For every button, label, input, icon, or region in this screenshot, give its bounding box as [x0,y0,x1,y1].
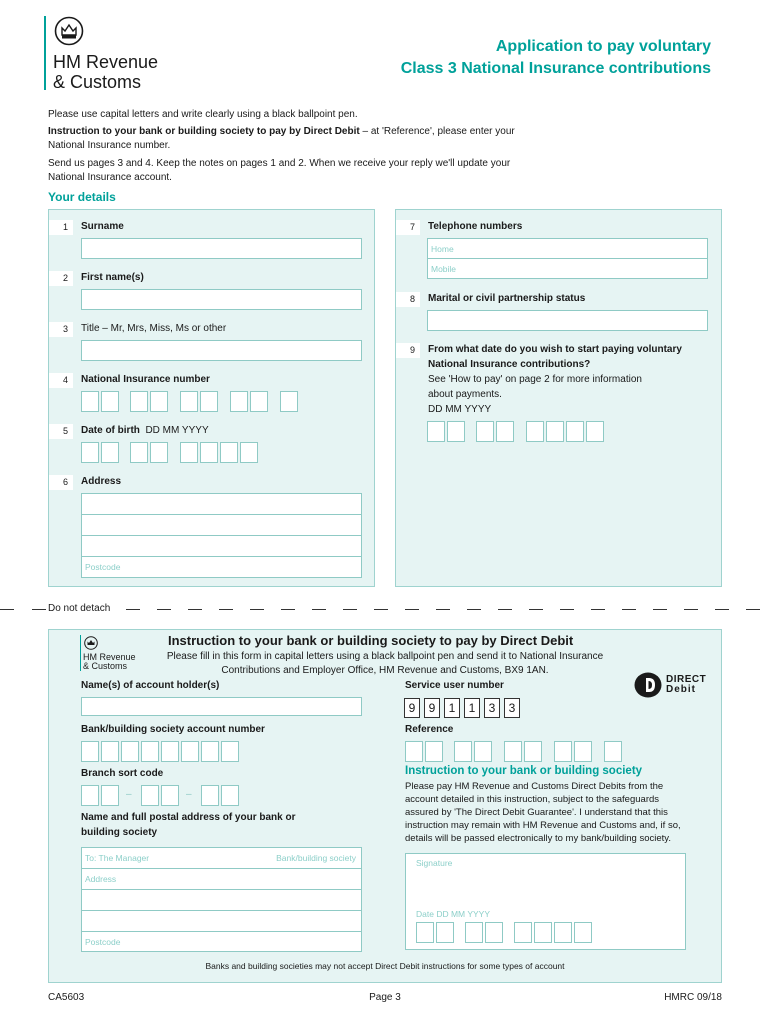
bank-address-line-2[interactable] [81,889,362,911]
logo-org-line1: HM Revenue [53,52,159,72]
first-names-input[interactable] [81,289,362,310]
address-line-1[interactable] [81,493,362,515]
reference-box-8[interactable] [574,741,592,762]
instruction-line-4: instruction may remain with HM Revenue and Customs and, if so, [405,820,681,831]
signature-date-placeholder: Date DD MM YYYY [416,909,491,919]
start-date-note-line1: See 'How to pay' on page 2 for more information [428,374,642,385]
account-number-box-3[interactable] [121,741,139,762]
logo-org-line2: & Customs [53,72,142,92]
address-postcode-placeholder: Postcode [85,562,121,572]
signature-date-box-6[interactable] [534,922,552,943]
start-date-hint: DD MM YYYY [428,404,492,415]
instruction-line-2: account detailed in this instruction, subject to the safeguards [405,794,660,805]
bank-address-placeholder: Address [85,874,117,884]
start-date-box-4[interactable] [496,421,514,442]
ni-number-box-9[interactable] [280,391,298,412]
question-number-7: 7 [396,220,420,235]
instruction-heading: Instruction to your bank or building society [405,765,643,777]
ni-number-box-5[interactable] [180,391,198,412]
ni-number-label: National Insurance number [81,374,210,385]
start-date-label-line2: National Insurance contributions? [428,359,591,370]
service-user-digit-4: 1 [464,698,480,718]
telephone-mobile-field[interactable] [427,258,708,279]
question-number-4: 4 [49,373,73,388]
sort-code-box-6[interactable] [221,785,239,806]
service-user-digit-5: 3 [484,698,500,718]
direct-debit-logo [634,672,712,698]
address-postcode-field[interactable] [81,556,362,578]
dob-box-4[interactable] [150,442,168,463]
ni-number-box-7[interactable] [230,391,248,412]
reference-box-6[interactable] [524,741,542,762]
signature-date-box-5[interactable] [514,922,532,943]
direct-debit-logo-line1: DIRECT [666,674,707,685]
direct-debit-logo-line2: Debit [666,684,696,695]
reference-box-5[interactable] [504,741,522,762]
dob-box-2[interactable] [101,442,119,463]
reference-box-3[interactable] [454,741,472,762]
signature-date-box-4[interactable] [485,922,503,943]
intro-direct-debit-bold: Instruction to your bank or building society to pay by Direct Debit [48,126,360,137]
ni-number-box-6[interactable] [200,391,218,412]
sort-code-box-3[interactable] [141,785,159,806]
signature-date-box-8[interactable] [574,922,592,943]
start-date-box-2[interactable] [447,421,465,442]
dd-subtitle-line1: Please fill in this form in capital letters using a black ballpoint pen and send it to National Insurance [166,651,604,662]
page-number: Page 3 [369,992,401,1003]
instruction-line-3: assured by 'The Direct Debit Guarantee'. I understand that this [405,807,668,818]
address-label: Address [81,476,122,487]
ni-number-box-3[interactable] [130,391,148,412]
bank-postcode-field[interactable] [81,931,362,952]
start-date-box-1[interactable] [427,421,445,442]
dob-label-text: Date of birth [81,425,140,436]
signature-date-box-3[interactable] [465,922,483,943]
sort-code-label: Branch sort code [81,768,164,779]
sort-code-box-2[interactable] [101,785,119,806]
question-number-6: 6 [49,475,73,490]
reference-label: Reference [405,724,454,735]
bank-address-label-line2: building society [81,827,158,838]
intro-direct-debit-note [48,126,515,137]
signature-placeholder: Signature [416,858,453,868]
reference-box-2[interactable] [425,741,443,762]
telephone-mobile-placeholder: Mobile [431,264,457,274]
telephone-label: Telephone numbers [428,221,523,232]
bank-name-field[interactable] [81,847,362,869]
question-number-2: 2 [49,271,73,286]
form-code: CA5603 [48,992,85,1003]
ni-number-box-1[interactable] [81,391,99,412]
dob-box-5[interactable] [180,442,198,463]
signature-date-box-2[interactable] [436,922,454,943]
signature-date-box-1[interactable] [416,922,434,943]
start-date-box-5[interactable] [526,421,544,442]
account-number-box-8[interactable] [221,741,239,762]
page-title-line2: Class 3 National Insurance contributions [400,60,711,77]
ni-number-box-4[interactable] [150,391,168,412]
start-date-box-6[interactable] [546,421,564,442]
service-user-digit-1: 9 [404,698,420,718]
logo-rule [44,16,46,90]
question-number-5: 5 [49,424,73,439]
instruction-line-5: details will be passed electronically to my bank/building society. [405,833,671,844]
first-names-label: First name(s) [81,272,144,283]
page-title-line1: Application to pay voluntary [495,38,711,55]
account-number-box-1[interactable] [81,741,99,762]
reference-box-1[interactable] [405,741,423,762]
bank-address-line-1[interactable] [81,868,362,890]
dd-footer-note: Banks and building societies may not accept Direct Debit instructions for some types of account [205,961,565,971]
service-user-digit-2: 9 [424,698,440,718]
account-number-box-7[interactable] [201,741,219,762]
account-number-label: Bank/building society account number [81,724,265,735]
intro-capitals-note: Please use capital letters and write clearly using a black ballpoint pen. [48,109,358,120]
sort-code-box-1[interactable] [81,785,99,806]
hmrc-logo [44,16,184,94]
dd-crown-crest-icon [84,636,98,650]
dob-box-1[interactable] [81,442,99,463]
address-line-2[interactable] [81,514,362,536]
intro-send-line2: National Insurance account. [48,172,172,183]
account-number-box-2[interactable] [101,741,119,762]
dd-subtitle-line2: Contributions and Employer Office, HM Revenue and Customs, BX9 1AN. [221,665,549,676]
sort-code-separator-2: – [186,789,192,800]
dob-box-7[interactable] [220,442,238,463]
start-date-label-line1: From what date do you wish to start paying voluntary [428,344,682,355]
reference-box-9[interactable] [604,741,622,762]
do-not-detach-label: Do not detach [48,603,111,614]
dob-box-6[interactable] [200,442,218,463]
account-number-box-4[interactable] [141,741,159,762]
sort-code-box-5[interactable] [201,785,219,806]
surname-label: Surname [81,221,124,232]
form-revision: HMRC 09/18 [664,992,722,1003]
account-holder-label: Name(s) of account holder(s) [81,680,220,691]
reference-box-4[interactable] [474,741,492,762]
service-user-digit-3: 1 [444,698,460,718]
title-label: Title – Mr, Mrs, Miss, Ms or other [81,323,227,334]
dob-label [81,425,209,436]
sort-code-separator-1: – [126,789,132,800]
telephone-home-placeholder: Home [431,244,454,254]
signature-date-box-7[interactable] [554,922,572,943]
intro-send-line1: Send us pages 3 and 4. Keep the notes on pages 1 and 2. When we receive your reply we'll update your [48,158,511,169]
ni-number-box-2[interactable] [101,391,119,412]
telephone-home-field[interactable] [427,238,708,259]
bank-society-placeholder: Bank/building society [276,853,356,863]
your-details-heading: Your details [48,190,116,204]
bank-address-line-3[interactable] [81,910,362,932]
account-number-box-6[interactable] [181,741,199,762]
account-holder-input[interactable] [81,697,362,716]
marital-status-label: Marital or civil partnership status [428,293,586,304]
sort-code-box-4[interactable] [161,785,179,806]
direct-debit-mark-icon [634,672,664,698]
dob-hint: DD MM YYYY [145,425,209,436]
dob-box-3[interactable] [130,442,148,463]
bank-postcode-placeholder: Postcode [85,937,121,947]
surname-input[interactable] [81,238,362,259]
to-manager-placeholder: To: The Manager [85,853,150,863]
question-number-9: 9 [396,343,420,358]
start-date-box-3[interactable] [476,421,494,442]
dob-box-8[interactable] [240,442,258,463]
crown-crest-icon [54,16,84,46]
reference-box-7[interactable] [554,741,572,762]
address-line-3[interactable] [81,535,362,557]
start-date-box-8[interactable] [586,421,604,442]
question-number-8: 8 [396,292,420,307]
intro-direct-debit-line2: National Insurance number. [48,140,171,151]
account-number-box-5[interactable] [161,741,179,762]
dd-title: Instruction to your bank or building society to pay by Direct Debit [168,633,574,648]
service-user-number-label: Service user number [405,680,504,691]
start-date-box-7[interactable] [566,421,584,442]
start-date-note-line2: about payments. [428,389,502,400]
service-user-digit-6: 3 [504,698,520,718]
ni-number-box-8[interactable] [250,391,268,412]
marital-status-input[interactable] [427,310,708,331]
instruction-line-1: Please pay HM Revenue and Customs Direct Debits from the [405,781,664,792]
dd-logo-org-line2: & Customs [83,661,128,671]
intro-direct-debit-rest: – at 'Reference', please enter your [359,126,515,137]
title-input[interactable] [81,340,362,361]
detach-line [0,603,770,615]
bank-address-label-line1: Name and full postal address of your bank or [81,812,296,823]
question-number-1: 1 [49,220,73,235]
question-number-3: 3 [49,322,73,337]
dd-logo-org-line1: HM Revenue [83,652,136,662]
